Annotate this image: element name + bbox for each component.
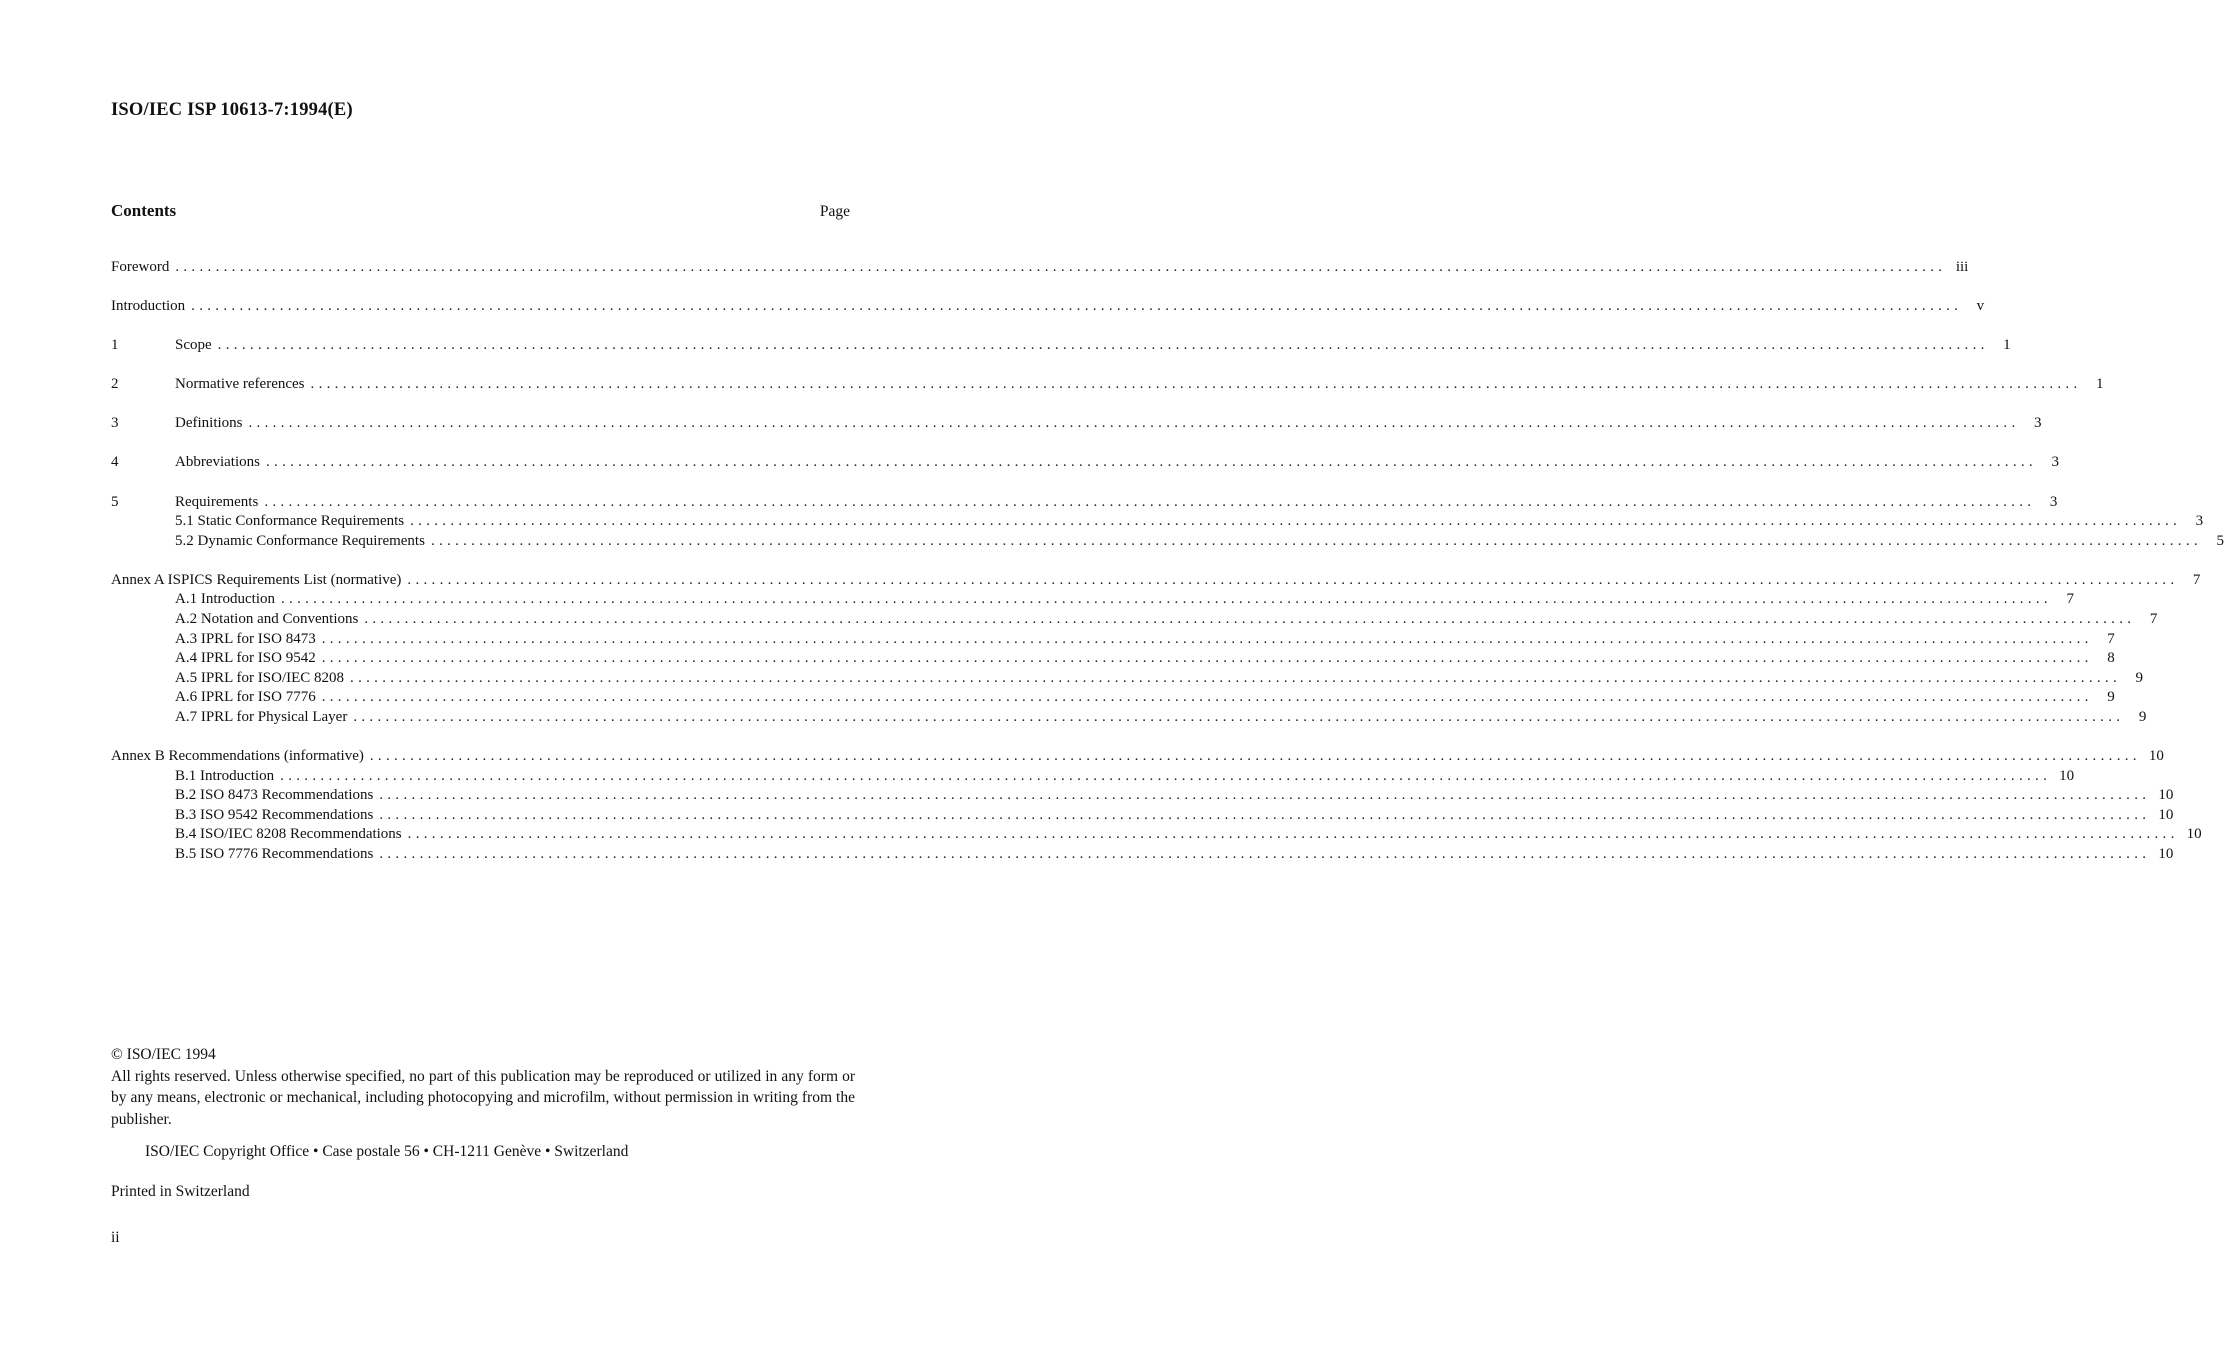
leader-dots: ............................................................................................................................................................................................................................ [430, 532, 2202, 549]
toc-entry-page: 9 [2135, 669, 2144, 686]
rights-statement: All rights reserved. Unless otherwise specified, no part of this publication may be reproduced or utilized in any form or by any means, electronic or mechanical, including photocopying and microfilm, without permission in writing from the publisher. [111, 1067, 855, 1128]
toc-entry-label: A.1 Introduction [175, 591, 275, 608]
toc-entry-label: Annex A ISPICS Requirements List (normative) [111, 571, 402, 588]
toc-entry-page: v [1976, 298, 1985, 315]
leader-dots: ............................................................................................................................................................................................................................ [265, 454, 2037, 471]
toc-subentry[interactable] [111, 825, 2202, 845]
toc-subentry[interactable] [111, 845, 2174, 865]
toc-group-scope [111, 336, 2011, 356]
leader-dots: ............................................................................................................................................................................................................................ [379, 787, 2151, 804]
leader-dots: ............................................................................................................................................................................................................................ [350, 669, 2122, 686]
toc-entry-scope[interactable] [111, 336, 2011, 356]
toc-entry-label: B.5 ISO 7776 Recommendations [175, 846, 374, 863]
leader-dots: ............................................................................................................................................................................................................................ [175, 259, 1947, 275]
toc-entry-foreword[interactable] [111, 258, 1969, 278]
toc-subentry[interactable] [111, 806, 2174, 826]
toc-subentry[interactable] [111, 669, 2144, 689]
toc-subentry[interactable] [111, 786, 2174, 806]
leader-dots: ............................................................................................................................................................................................................................ [410, 513, 2182, 530]
toc-entry-page: 10 [2186, 826, 2202, 843]
toc-entry-label: A.2 Notation and Conventions [175, 611, 359, 628]
toc-subentry[interactable] [111, 767, 2075, 787]
toc-entry-label: A.7 IPRL for Physical Layer [175, 709, 348, 725]
leader-dots: ............................................................................................................................................................................................................................ [407, 571, 2179, 588]
leader-dots: ............................................................................................................................................................................................................................ [353, 709, 2125, 725]
page-column-label: Page [819, 203, 850, 220]
toc-entry-page: 9 [2107, 689, 2115, 706]
toc-subentry[interactable] [111, 590, 2074, 610]
toc-entry-introduction[interactable] [111, 297, 1985, 317]
toc-entry-page: 7 [2149, 611, 2158, 628]
table-of-contents [111, 258, 2224, 884]
toc-entry-label: B.3 ISO 9542 Recommendations [175, 806, 374, 823]
toc-entry-annex-a[interactable] [111, 571, 2201, 591]
toc-entry-abbreviations[interactable] [111, 453, 2059, 473]
toc-entry-page: 10 [2158, 787, 2174, 804]
leader-dots: ............................................................................................................................................................................................................................ [310, 376, 2082, 393]
copyright-line: © ISO/IEC 1994 [111, 1046, 216, 1063]
toc-entry-page: 10 [2148, 748, 2164, 765]
leader-dots: ............................................................................................................................................................................................................................ [264, 493, 2036, 510]
toc-entry-page: 7 [2107, 630, 2115, 647]
toc-entry-label: Introduction [111, 298, 186, 315]
leader-dots: ............................................................................................................................................................................................................................ [407, 826, 2179, 843]
toc-entry-label: Annex B Recommendations (informative) [111, 748, 364, 765]
toc-group-annex-b [111, 747, 2202, 865]
leader-dots: ............................................................................................................................................................................................................................ [248, 415, 2020, 432]
toc-entry-label: Abbreviations [175, 454, 260, 471]
toc-entry-label: A.6 IPRL for ISO 7776 [175, 689, 316, 706]
toc-entry-page: 1 [2003, 337, 2011, 354]
toc-entry-number: 4 [111, 454, 119, 471]
toc-entry-page: iii [1955, 259, 1969, 275]
toc-entry-page: 10 [2059, 767, 2075, 784]
toc-entry-label: B.1 Introduction [175, 767, 275, 784]
toc-entry-label: B.2 ISO 8473 Recommendations [175, 787, 374, 804]
toc-entry-number: 5 [111, 493, 119, 510]
toc-entry-page: 1 [2096, 376, 2104, 393]
toc-entry-label: B.4 ISO/IEC 8208 Recommendations [175, 826, 402, 843]
toc-entry-page: 5 [2216, 532, 2224, 549]
leader-dots: ............................................................................................................................................................................................................................ [379, 806, 2151, 823]
printed-in: Printed in Switzerland [111, 1183, 250, 1200]
toc-entry-normative-references[interactable] [111, 375, 2104, 395]
toc-entry-page: 3 [2195, 513, 2204, 530]
toc-entry-number: 2 [111, 376, 119, 393]
toc-entry-definitions[interactable] [111, 414, 2042, 434]
toc-entry-label: Foreword [111, 259, 170, 275]
toc-entry-page: 9 [2138, 709, 2147, 725]
toc-subentry[interactable] [111, 688, 2115, 708]
toc-entry-label: A.5 IPRL for ISO/IEC 8208 [175, 669, 345, 686]
contents-heading: Contents [111, 201, 177, 220]
toc-subentry[interactable] [111, 708, 2147, 728]
toc-subentry[interactable] [111, 512, 2204, 532]
toc-entry-page: 7 [2066, 591, 2074, 608]
toc-entry-page: 3 [2049, 493, 2058, 510]
toc-subentry[interactable] [111, 649, 2115, 669]
leader-dots: ............................................................................................................................................................................................................................ [321, 689, 2093, 706]
toc-entry-label: Normative references [175, 376, 305, 393]
leader-dots: ............................................................................................................................................................................................................................ [321, 630, 2093, 647]
toc-entry-label: Requirements [175, 493, 259, 510]
toc-entry-requirements[interactable] [111, 493, 2058, 513]
leader-dots: ............................................................................................................................................................................................................................ [280, 591, 2052, 608]
toc-group-abbreviations [111, 453, 2059, 473]
toc-entry-label: 5.1 Static Conformance Requirements [175, 513, 405, 530]
document-id: ISO/IEC ISP 10613-7:1994(E) [111, 100, 353, 120]
toc-entry-number: 1 [111, 337, 119, 354]
toc-subentry[interactable] [111, 630, 2115, 650]
leader-dots: ............................................................................................................................................................................................................................ [280, 767, 2052, 784]
leader-dots: ............................................................................................................................................................................................................................ [321, 650, 2093, 667]
leader-dots: ............................................................................................................................................................................................................................ [364, 611, 2136, 628]
toc-entry-page: 7 [2192, 571, 2201, 588]
copyright-office-address: ISO/IEC Copyright Office • Case postale 56 • CH-1211 Genève • Switzerland [145, 1143, 629, 1160]
copyright-notice [111, 1044, 855, 1130]
toc-group-foreword [111, 258, 1969, 278]
toc-group-introduction [111, 297, 1985, 317]
toc-entry-page: 10 [2158, 806, 2174, 823]
toc-entry-label: Scope [175, 337, 212, 354]
toc-entry-label: Definitions [175, 415, 243, 432]
toc-entry-page: 3 [2051, 454, 2059, 471]
toc-group-normative [111, 375, 2104, 395]
page-number: ii [111, 1229, 120, 1246]
toc-subentry[interactable] [111, 610, 2158, 630]
toc-entry-label: 5.2 Dynamic Conformance Requirements [175, 532, 425, 549]
toc-group-requirements [111, 493, 2224, 552]
toc-entry-annex-b[interactable] [111, 747, 2164, 767]
toc-subentry[interactable] [111, 532, 2224, 552]
toc-entry-number: 3 [111, 415, 119, 432]
toc-entry-label: A.3 IPRL for ISO 8473 [175, 630, 316, 647]
toc-entry-page: 8 [2107, 650, 2115, 667]
toc-group-definitions [111, 414, 2042, 434]
leader-dots: ............................................................................................................................................................................................................................ [217, 337, 1989, 354]
toc-group-annex-a [111, 571, 2201, 728]
leader-dots: ............................................................................................................................................................................................................................ [191, 298, 1963, 315]
leader-dots: ............................................................................................................................................................................................................................ [369, 748, 2141, 765]
toc-entry-label: A.4 IPRL for ISO 9542 [175, 650, 316, 667]
leader-dots: ............................................................................................................................................................................................................................ [379, 846, 2151, 863]
toc-entry-page: 3 [2034, 415, 2042, 432]
toc-entry-page: 10 [2158, 846, 2174, 863]
